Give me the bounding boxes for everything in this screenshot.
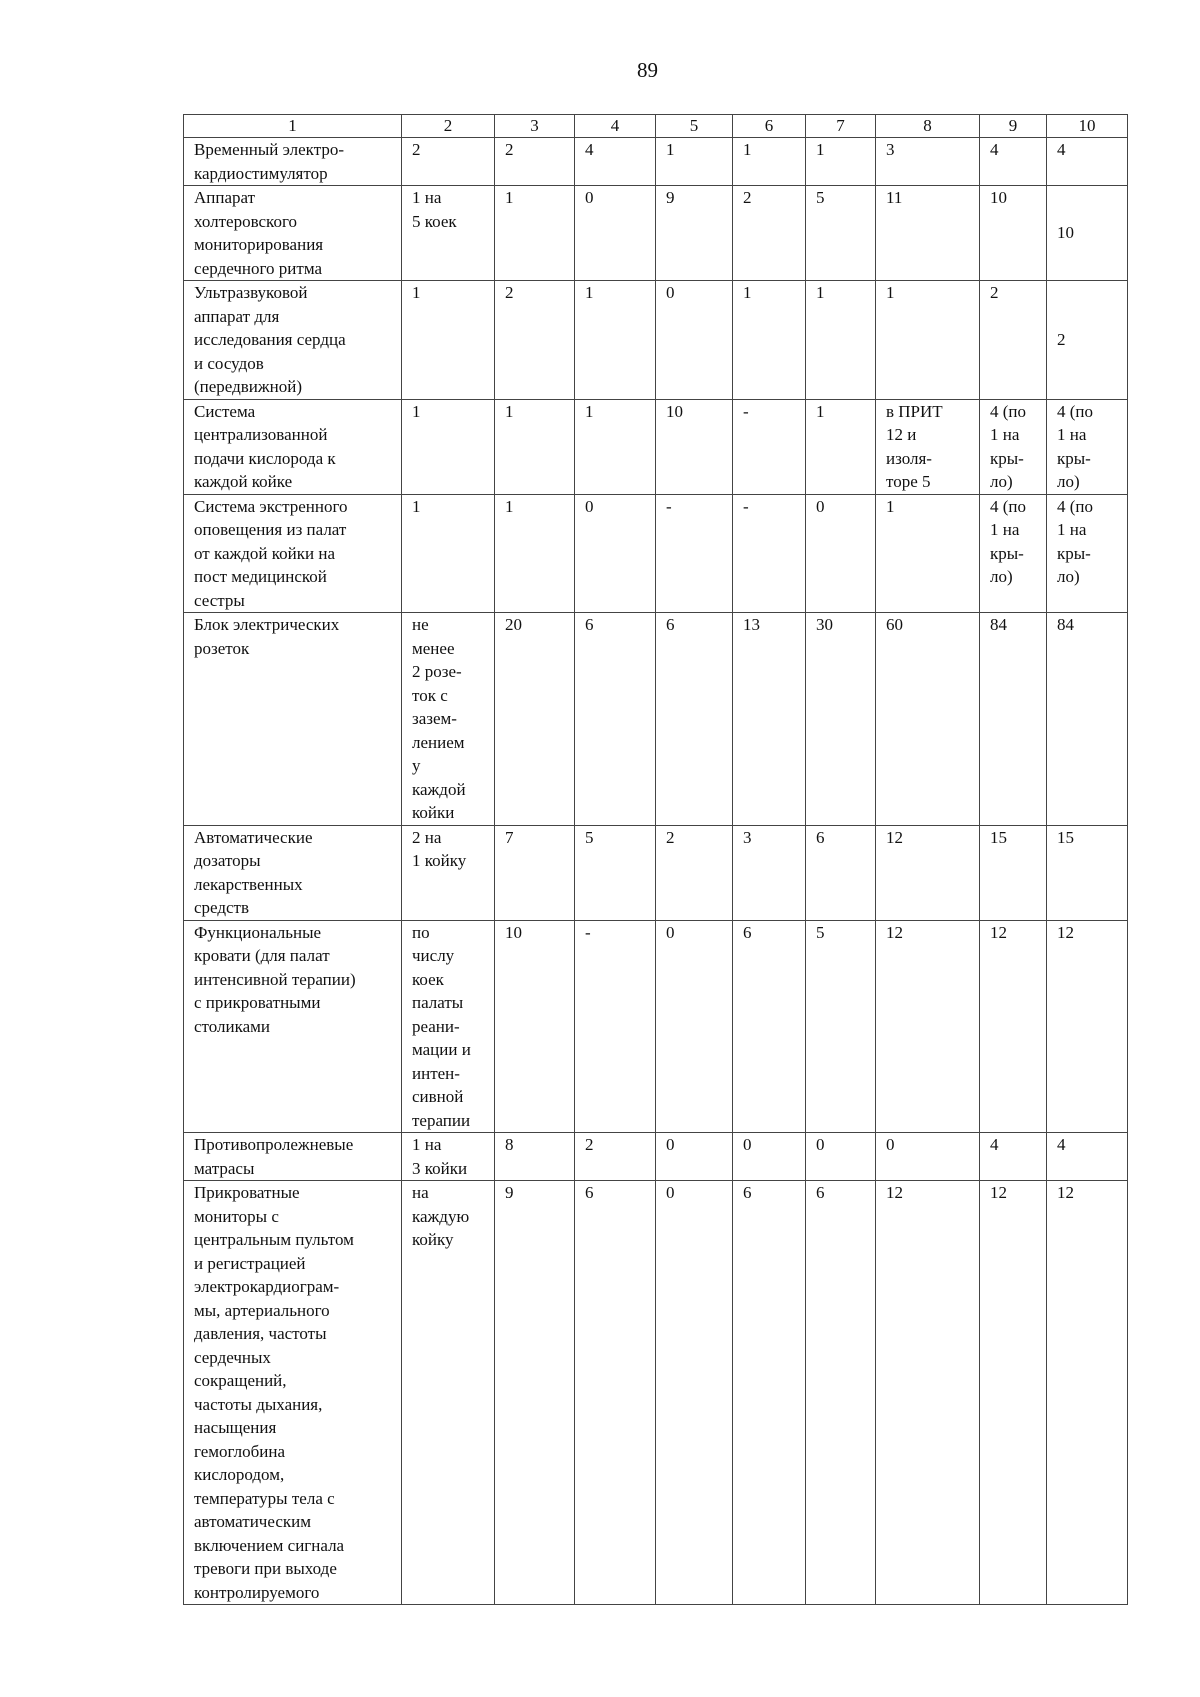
table-cell: 2 — [575, 1133, 656, 1181]
table-row — [184, 1133, 1128, 1181]
table-cell: 0 — [876, 1133, 980, 1181]
table-cell: - — [575, 920, 656, 1133]
table-cell: 20 — [495, 613, 575, 826]
row-label-cell: Аппарат холтеровского мониторирования сердечного ритма — [184, 186, 402, 281]
column-header: 8 — [876, 115, 980, 138]
table-cell: 1 — [806, 138, 876, 186]
table-cell: 3 — [876, 138, 980, 186]
table-cell: 4 — [1047, 138, 1128, 186]
page-number: 89 — [637, 58, 658, 82]
table-cell: 1 на 5 коек — [402, 186, 495, 281]
table-cell: 2 — [980, 281, 1047, 400]
table-cell: 9 — [656, 186, 733, 281]
table-row — [184, 920, 1128, 1133]
table-cell: 1 — [806, 399, 876, 494]
table-cell: 1 — [733, 138, 806, 186]
table-cell: 7 — [495, 825, 575, 920]
table-cell: 4 (по 1 на кры- ло) — [1047, 399, 1128, 494]
table-row — [184, 1181, 1128, 1605]
column-header: 2 — [402, 115, 495, 138]
table-cell: 0 — [806, 1133, 876, 1181]
table-cell: по числу коек палаты реани- мации и интен- сивной терапии — [402, 920, 495, 1133]
column-header: 6 — [733, 115, 806, 138]
table-cell: 3 — [733, 825, 806, 920]
table-cell: 1 — [402, 281, 495, 400]
row-label-cell: Временный электро- кардиостимулятор — [184, 138, 402, 186]
table-cell: 11 — [876, 186, 980, 281]
table-cell: 12 — [1047, 920, 1128, 1133]
table-cell: 4 — [1047, 1133, 1128, 1181]
table-cell: 2 — [1047, 281, 1128, 400]
equipment-table — [183, 114, 1128, 1605]
table-cell: 30 — [806, 613, 876, 826]
table-cell: 12 — [980, 1181, 1047, 1605]
table-cell: 0 — [656, 920, 733, 1133]
table-cell: 6 — [656, 613, 733, 826]
table-cell: 5 — [575, 825, 656, 920]
row-label-cell: Функциональные кровати (для палат интенсивной терапии) с прикроватными столиками — [184, 920, 402, 1133]
table-cell: 0 — [656, 1133, 733, 1181]
table-cell: 2 — [495, 138, 575, 186]
table-cell: 2 — [402, 138, 495, 186]
row-label-cell: Противопролежневые матрасы — [184, 1133, 402, 1181]
row-label-cell: Блок электрических розеток — [184, 613, 402, 826]
table-cell: 15 — [980, 825, 1047, 920]
table-cell: 10 — [495, 920, 575, 1133]
table-cell: 2 — [656, 825, 733, 920]
table-cell: 1 — [656, 138, 733, 186]
table-cell: 6 — [733, 920, 806, 1133]
table-cell: 6 — [575, 613, 656, 826]
table-cell: 12 — [1047, 1181, 1128, 1605]
table-cell: 12 — [876, 1181, 980, 1605]
table-cell: 1 — [876, 494, 980, 613]
column-header: 5 — [656, 115, 733, 138]
table-row — [184, 825, 1128, 920]
table-cell: 0 — [656, 281, 733, 400]
table-cell: 6 — [806, 825, 876, 920]
table-cell: 0 — [733, 1133, 806, 1181]
table-row — [184, 186, 1128, 281]
table-cell: в ПРИТ 12 и изоля- торе 5 — [876, 399, 980, 494]
table-cell: - — [656, 494, 733, 613]
table-cell: 84 — [980, 613, 1047, 826]
table-cell: 4 — [980, 1133, 1047, 1181]
column-header: 9 — [980, 115, 1047, 138]
table-row — [184, 399, 1128, 494]
column-header: 7 — [806, 115, 876, 138]
table-cell: 1 — [402, 494, 495, 613]
row-label-cell: Прикроватные мониторы с центральным пультом и регистрацией электрокардиограм- мы, артериального давления, частоты сердечных сокращений, частоты дыхания, насыщения гемоглобина кислородом, температуры тела с автоматическим включением сигнала тревоги при выходе контролируемого — [184, 1181, 402, 1605]
column-header: 10 — [1047, 115, 1128, 138]
table-cell: 1 — [495, 494, 575, 613]
table-cell: 6 — [733, 1181, 806, 1605]
table-cell: 2 на 1 койку — [402, 825, 495, 920]
table-cell: 4 — [980, 138, 1047, 186]
table-cell: 1 — [495, 186, 575, 281]
table-header-row — [184, 115, 1128, 138]
table-cell: 1 — [733, 281, 806, 400]
table-cell: 10 — [1047, 186, 1128, 281]
table-cell: 0 — [806, 494, 876, 613]
table-cell: 84 — [1047, 613, 1128, 826]
column-header: 4 — [575, 115, 656, 138]
table-cell: 1 — [575, 399, 656, 494]
table-row — [184, 613, 1128, 826]
table-cell: 1 — [806, 281, 876, 400]
table-cell: 1 на 3 койки — [402, 1133, 495, 1181]
table-cell: 6 — [806, 1181, 876, 1605]
table-row — [184, 281, 1128, 400]
table-cell: 5 — [806, 920, 876, 1133]
table-row — [184, 494, 1128, 613]
table-cell: 1 — [876, 281, 980, 400]
column-header: 3 — [495, 115, 575, 138]
table-cell: 10 — [980, 186, 1047, 281]
table-cell: 8 — [495, 1133, 575, 1181]
table-cell: 0 — [575, 494, 656, 613]
table-cell: - — [733, 494, 806, 613]
table-cell: 12 — [876, 920, 980, 1133]
table-cell: 6 — [575, 1181, 656, 1605]
table-cell: 12 — [980, 920, 1047, 1133]
table-cell: 2 — [733, 186, 806, 281]
table-cell: 12 — [876, 825, 980, 920]
table-cell: 13 — [733, 613, 806, 826]
column-header: 1 — [184, 115, 402, 138]
table-cell: 2 — [495, 281, 575, 400]
table-cell: 1 — [575, 281, 656, 400]
table-cell: 15 — [1047, 825, 1128, 920]
table-cell: 1 — [495, 399, 575, 494]
row-label-cell: Ультразвуковой аппарат для исследования сердца и сосудов (передвижной) — [184, 281, 402, 400]
row-label-cell: Автоматические дозаторы лекарственных средств — [184, 825, 402, 920]
row-label-cell: Система централизованной подачи кислорода к каждой койке — [184, 399, 402, 494]
table-cell: - — [733, 399, 806, 494]
table-cell: 4 (по 1 на кры- ло) — [1047, 494, 1128, 613]
table-cell: не менее 2 розе- ток с зазем- лением у каждой койки — [402, 613, 495, 826]
table-cell: 4 (по 1 на кры- ло) — [980, 399, 1047, 494]
table-cell: 0 — [575, 186, 656, 281]
table-cell: 5 — [806, 186, 876, 281]
table-cell: на каждую койку — [402, 1181, 495, 1605]
table-row — [184, 138, 1128, 186]
table-cell: 1 — [402, 399, 495, 494]
table-cell: 4 (по 1 на кры- ло) — [980, 494, 1047, 613]
table-cell: 4 — [575, 138, 656, 186]
table-cell: 0 — [656, 1181, 733, 1605]
table-cell: 60 — [876, 613, 980, 826]
row-label-cell: Система экстренного оповещения из палат от каждой койки на пост медицинской сестры — [184, 494, 402, 613]
table-cell: 9 — [495, 1181, 575, 1605]
table-cell: 10 — [656, 399, 733, 494]
